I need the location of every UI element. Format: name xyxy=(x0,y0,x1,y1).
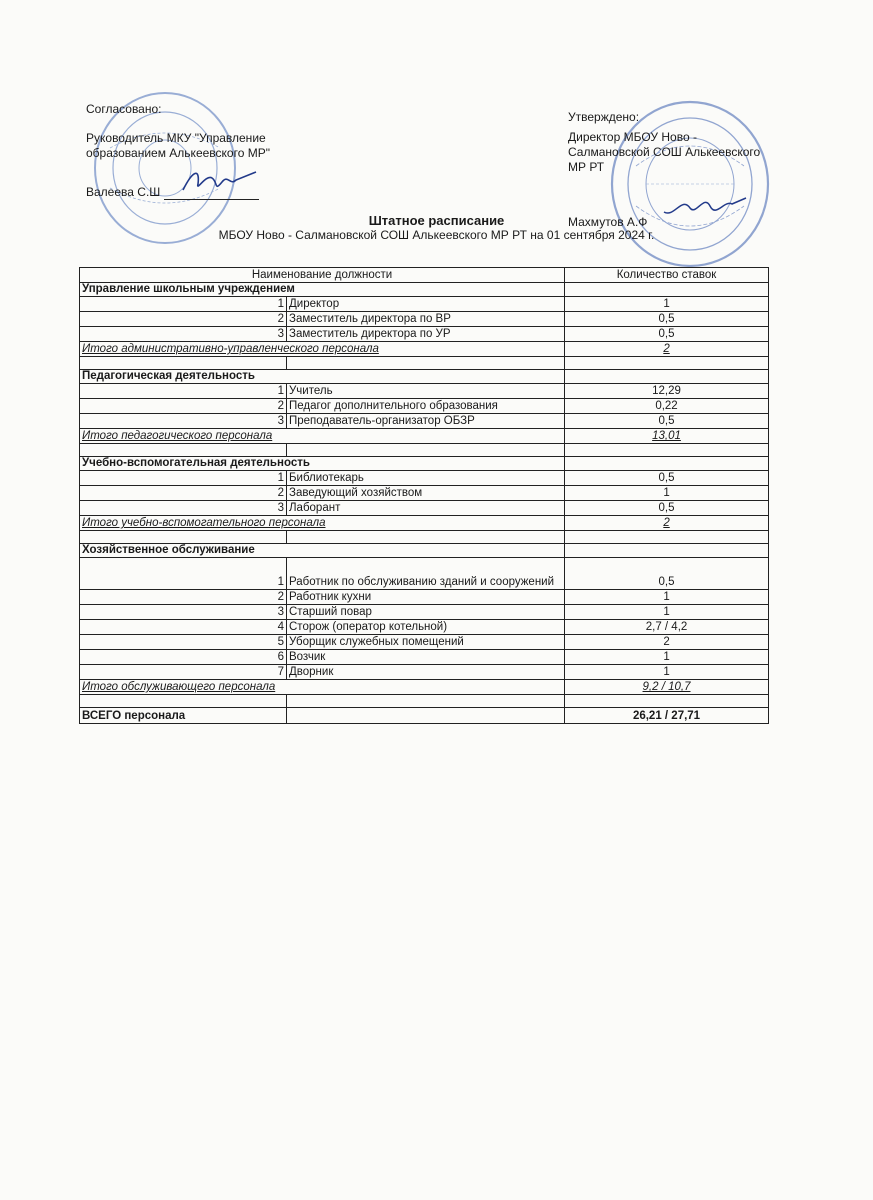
row-quantity: 2,7 / 4,2 xyxy=(565,620,769,635)
table-row xyxy=(80,605,769,620)
section-title: Управление школьным учреждением xyxy=(80,283,565,297)
row-number: 1 xyxy=(80,471,287,486)
document-subtitle: МБОУ Ново - Салмановской СОШ Алькеевского МР РТ на 01 сентября 2024 г. xyxy=(218,228,655,242)
row-quantity: 1 xyxy=(565,605,769,620)
approval-right-position-2: Салмановской СОШ Алькеевского xyxy=(568,145,761,159)
row-number: 2 xyxy=(80,312,287,327)
row-number: 1 xyxy=(80,297,287,312)
total-label: Итого учебно-вспомогательного персонала xyxy=(80,516,565,531)
row-position: Заместитель директора по ВР xyxy=(287,312,565,327)
total-label: Итого педагогического персонала xyxy=(80,429,565,444)
row-position: Работник по обслуживанию зданий и сооружений xyxy=(287,558,565,590)
approval-left-position-1: Руководитель МКУ "Управление xyxy=(86,131,266,145)
row-quantity: 0,5 xyxy=(565,471,769,486)
table-row xyxy=(80,384,769,399)
table-row xyxy=(80,650,769,665)
grand-total-label: ВСЕГО персонала xyxy=(80,708,287,724)
row-number: 4 xyxy=(80,620,287,635)
row-number: 3 xyxy=(80,414,287,429)
section-title: Педагогическая деятельность xyxy=(80,370,565,384)
section-row xyxy=(80,283,769,297)
table-row xyxy=(80,414,769,429)
row-number: 2 xyxy=(80,590,287,605)
row-number: 2 xyxy=(80,486,287,501)
row-position: Педагог дополнительного образования xyxy=(287,399,565,414)
row-number: 1 xyxy=(80,384,287,399)
row-position: Старший повар xyxy=(287,605,565,620)
total-value: 9,2 / 10,7 xyxy=(565,680,769,695)
row-position: Заместитель директора по УР xyxy=(287,327,565,342)
row-position: Дворник xyxy=(287,665,565,680)
row-quantity: 1 xyxy=(565,665,769,680)
spacer-row xyxy=(80,444,769,457)
row-number: 3 xyxy=(80,501,287,516)
total-value: 2 xyxy=(565,516,769,531)
section-row xyxy=(80,457,769,471)
approval-left-signer: Валеева С.Ш xyxy=(86,185,161,199)
row-quantity: 0,5 xyxy=(565,327,769,342)
table-row xyxy=(80,486,769,501)
total-label: Итого административно-управленческого персонала xyxy=(80,342,565,357)
row-number: 6 xyxy=(80,650,287,665)
table-row xyxy=(80,665,769,680)
row-quantity: 0,5 xyxy=(565,312,769,327)
section-title: Хозяйственное обслуживание xyxy=(80,544,565,558)
row-position: Работник кухни xyxy=(287,590,565,605)
grand-total-value: 26,21 / 27,71 xyxy=(565,708,769,724)
row-number: 5 xyxy=(80,635,287,650)
table-row xyxy=(80,471,769,486)
table-row xyxy=(80,327,769,342)
table-row xyxy=(80,312,769,327)
row-quantity: 2 xyxy=(565,635,769,650)
section-title: Учебно-вспомогательная деятельность xyxy=(80,457,565,471)
row-number: 2 xyxy=(80,399,287,414)
row-position: Библиотекарь xyxy=(287,471,565,486)
total-value: 2 xyxy=(565,342,769,357)
approval-right-signer: Махмутов А.Ф xyxy=(568,215,648,229)
row-position: Сторож (оператор котельной) xyxy=(287,620,565,635)
row-quantity: 1 xyxy=(565,650,769,665)
row-number: 1 xyxy=(80,558,287,590)
row-quantity: 12,29 xyxy=(565,384,769,399)
row-position: Заведующий хозяйством xyxy=(287,486,565,501)
table-row xyxy=(80,297,769,312)
signature-line-left xyxy=(164,199,259,200)
total-row xyxy=(80,680,769,695)
row-quantity: 1 xyxy=(565,590,769,605)
total-label: Итого обслуживающего персонала xyxy=(80,680,565,695)
signature-left xyxy=(178,166,260,196)
table-row xyxy=(80,558,769,590)
total-value: 13,01 xyxy=(565,429,769,444)
row-quantity: 1 xyxy=(565,486,769,501)
row-number: 3 xyxy=(80,605,287,620)
table-header-row xyxy=(80,268,769,283)
staff-table xyxy=(79,267,769,724)
row-quantity: 1 xyxy=(565,297,769,312)
row-position: Лаборант xyxy=(287,501,565,516)
row-position: Учитель xyxy=(287,384,565,399)
total-row xyxy=(80,516,769,531)
row-quantity: 0,5 xyxy=(565,558,769,590)
table-row xyxy=(80,501,769,516)
approval-right-label: Утверждено: xyxy=(568,110,640,124)
approval-right-position-1: Директор МБОУ Ново - xyxy=(568,130,697,144)
table-row xyxy=(80,590,769,605)
row-quantity: 0,5 xyxy=(565,501,769,516)
grand-total-row xyxy=(80,708,769,724)
spacer-row xyxy=(80,531,769,544)
table-row xyxy=(80,620,769,635)
header-quantity: Количество ставок xyxy=(565,268,769,283)
row-position: Возчик xyxy=(287,650,565,665)
spacer-row xyxy=(80,357,769,370)
row-quantity: 0,5 xyxy=(565,414,769,429)
row-position: Уборщик служебных помещений xyxy=(287,635,565,650)
table-row xyxy=(80,635,769,650)
table-row xyxy=(80,399,769,414)
approval-left-label: Согласовано: xyxy=(86,102,162,116)
section-row xyxy=(80,544,769,558)
document-title: Штатное расписание xyxy=(368,213,505,228)
spacer-row xyxy=(80,695,769,708)
row-quantity: 0,22 xyxy=(565,399,769,414)
row-position: Преподаватель-организатор ОБЗР xyxy=(287,414,565,429)
header-position: Наименование должности xyxy=(80,268,565,283)
approval-right-position-3: МР РТ xyxy=(568,160,605,174)
row-position: Директор xyxy=(287,297,565,312)
row-number: 7 xyxy=(80,665,287,680)
section-row xyxy=(80,370,769,384)
total-row xyxy=(80,429,769,444)
row-number: 3 xyxy=(80,327,287,342)
total-row xyxy=(80,342,769,357)
approval-left-position-2: образованием Алькеевского МР" xyxy=(86,146,270,160)
